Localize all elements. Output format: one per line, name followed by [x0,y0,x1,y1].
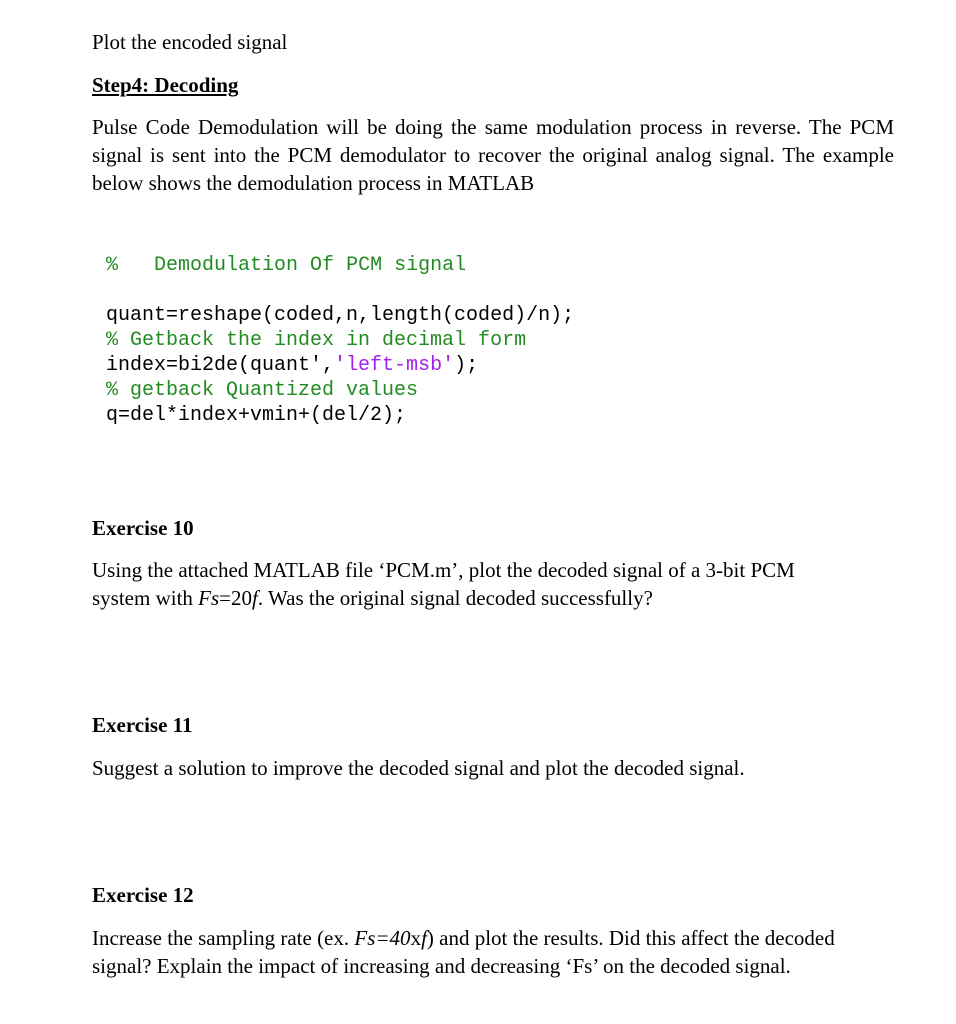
code-line-3-part-a: index=bi2de(quant', [106,354,335,377]
step4-paragraph: Pulse Code Demodulation will be doing the same modulation process in reverse. The PCM signal is sent into the PCM demodulator to recover the original analog signal. The example below shows the demodulation process in MATLAB [92,115,894,195]
code-header-text: Demodulation Of PCM signal [154,254,467,277]
code-line-3-part-b: ); [454,354,479,377]
exercise10-heading: Exercise 10 [92,516,194,540]
exercise12-heading: Exercise 12 [92,883,194,907]
exercise11-heading: Exercise 11 [92,713,193,737]
code-line-3-string: 'left-msb' [334,354,455,377]
code-line-3 [106,353,478,378]
intro-line: Plot the encoded signal [92,30,288,54]
exercise12-text: Increase the sampling rate (ex. Fs=40xf) and plot the results. Did this affect the decoded signal? Explain the impact of increasing and decreasing ‘Fs’ on the decoded signal. [92,926,835,978]
code-line-4-comment: % getback Quantized values [106,379,419,402]
code-header-percent: % [106,254,119,277]
code-line-2-comment: % Getback the index in decimal form [106,329,527,352]
code-header-line [106,253,466,278]
code-line-1: quant=reshape(coded,n,length(coded)/n); [106,304,575,327]
exercise11-text: Suggest a solution to improve the decoded signal and plot the decoded signal. [92,756,745,780]
step4-heading: Step4: Decoding [92,73,239,97]
code-line-5: q=del*index+vmin+(del/2); [106,404,407,427]
exercise10-text: Using the attached MATLAB file ‘PCM.m’, plot the decoded signal of a 3-bit PCM system with Fs=20f. Was the original signal decoded successfully? [92,558,795,610]
